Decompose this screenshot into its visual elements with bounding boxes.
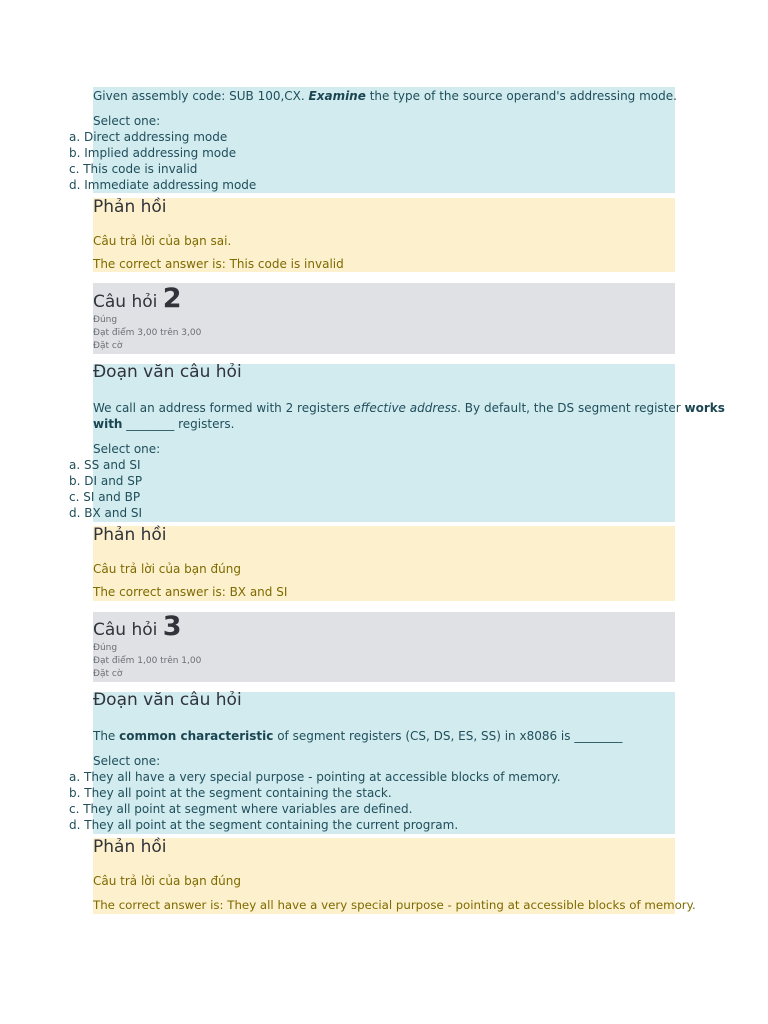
question-1-option-d[interactable]: d. Immediate addressing mode xyxy=(69,178,257,192)
question-2-score: Đạt điểm 3,00 trên 3,00 xyxy=(93,328,202,338)
question-1-feedback-result: Câu trả lời của bạn sai. xyxy=(93,234,232,248)
question-3-correct-answer: The correct answer is: They all have a very special purpose - pointing at accessible blocks of memory. xyxy=(93,898,696,912)
question-3-select-label: Select one: xyxy=(93,754,161,768)
question-2-select-label: Select one: xyxy=(93,442,161,456)
question-2-correct-answer: The correct answer is: BX and SI xyxy=(93,585,288,599)
question-1-option-c[interactable]: c. This code is invalid xyxy=(69,162,198,176)
question-1-feedback-title: Phản hồi xyxy=(93,197,167,217)
question-1-correct-answer: The correct answer is: This code is invalid xyxy=(93,257,344,271)
question-2-text-block xyxy=(93,364,675,522)
question-2-flag-link[interactable]: Đặt cờ xyxy=(93,341,123,351)
question-3-option-b[interactable]: b. They all point at the segment containing the stack. xyxy=(69,786,392,800)
question-2-status: Đúng xyxy=(93,315,118,325)
question-2-prompt-line-1: We call an address formed with 2 registers effective address. By default, the DS segment register works xyxy=(93,401,725,415)
question-2-option-b[interactable]: b. DI and SP xyxy=(69,474,143,488)
question-3-score: Đạt điểm 1,00 trên 1,00 xyxy=(93,656,202,666)
question-2-section-title: Đoạn văn câu hỏi xyxy=(93,362,242,382)
question-1-prompt: Given assembly code: SUB 100,CX. Examine the type of the source operand's addressing mode. xyxy=(93,89,677,103)
question-2-option-a[interactable]: a. SS and SI xyxy=(69,458,141,472)
question-2-number: 2 xyxy=(162,283,182,314)
question-2-feedback-title: Phản hồi xyxy=(93,525,167,545)
question-1-select-label: Select one: xyxy=(93,114,161,128)
question-1-option-a[interactable]: a. Direct addressing mode xyxy=(69,130,228,144)
question-2-header: Câu hỏi 2 xyxy=(93,283,182,314)
question-2-option-d[interactable]: d. BX and SI xyxy=(69,506,143,520)
question-3-feedback-title: Phản hồi xyxy=(93,837,167,857)
question-3-status: Đúng xyxy=(93,643,118,653)
question-3-section-title: Đoạn văn câu hỏi xyxy=(93,690,242,710)
question-3-number: 3 xyxy=(162,611,182,642)
question-3-option-d[interactable]: d. They all point at the segment containing the current program. xyxy=(69,818,459,832)
question-3-prompt: The common characteristic of segment registers (CS, DS, ES, SS) in x8086 is ________ xyxy=(93,729,623,743)
question-2-option-c[interactable]: c. SI and BP xyxy=(69,490,141,504)
question-1-option-b[interactable]: b. Implied addressing mode xyxy=(69,146,237,160)
question-3-feedback-result: Câu trả lời của bạn đúng xyxy=(93,874,241,888)
question-3-option-a[interactable]: a. They all have a very special purpose - pointing at accessible blocks of memory. xyxy=(69,770,561,784)
question-3-header: Câu hỏi 3 xyxy=(93,611,182,642)
question-2-prompt-line-2: with ________ registers. xyxy=(93,417,235,431)
question-3-option-c[interactable]: c. They all point at segment where variables are defined. xyxy=(69,802,413,816)
question-2-feedback-result: Câu trả lời của bạn đúng xyxy=(93,562,241,576)
question-3-flag-link[interactable]: Đặt cờ xyxy=(93,669,123,679)
